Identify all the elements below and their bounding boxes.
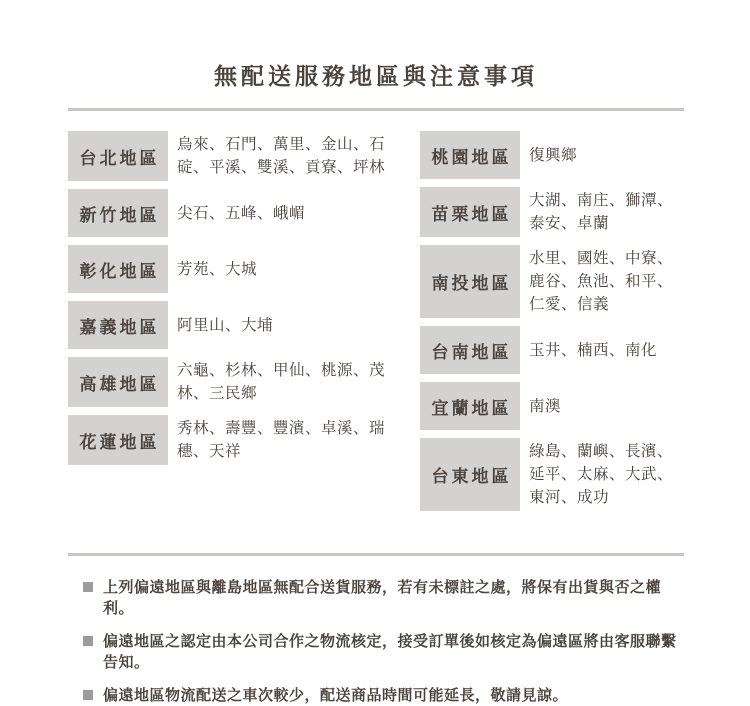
region-areas: 大湖、南庄、獅潭、泰安、卓蘭 — [529, 192, 674, 232]
region-row — [420, 382, 684, 430]
region-table — [68, 131, 684, 519]
note-text: 偏遠地區物流配送之車次較少，配送商品時間可能延長，敬請見諒。 — [103, 687, 569, 704]
region-row — [420, 187, 684, 237]
region-row — [68, 357, 408, 407]
region-label: 宜蘭地區 — [420, 382, 520, 430]
region-column-left — [68, 131, 408, 519]
notes-list — [68, 577, 684, 706]
note-text: 偏遠地區之認定由本公司合作之物流核定，接受訂單後如核定為偏遠區將由客服聯繫告知。 — [103, 633, 677, 671]
note-item — [83, 577, 684, 619]
region-areas: 尖石、五峰、峨嵋 — [177, 204, 306, 222]
region-label: 彰化地區 — [68, 245, 168, 293]
region-label: 台東地區 — [420, 438, 520, 511]
note-item — [83, 685, 684, 706]
region-areas: 玉井、楠西、南化 — [529, 341, 658, 359]
region-column-right — [420, 131, 684, 519]
region-row — [68, 245, 408, 293]
region-row — [68, 301, 408, 349]
region-row — [420, 326, 684, 374]
title-divider — [68, 108, 684, 111]
region-row — [420, 438, 684, 511]
square-bullet-icon — [83, 690, 93, 700]
region-label: 嘉義地區 — [68, 301, 168, 349]
square-bullet-icon — [83, 582, 93, 592]
region-areas: 烏來、石門、萬里、金山、石碇、平溪、雙溪、貢寮、坪林 — [177, 136, 386, 176]
region-label: 桃園地區 — [420, 131, 520, 179]
notes-divider — [68, 553, 684, 556]
page-title: 無配送服務地區與注意事項 — [214, 63, 538, 89]
region-areas: 阿里山、大埔 — [177, 316, 274, 334]
square-bullet-icon — [83, 636, 93, 646]
note-item — [83, 631, 684, 673]
region-label: 台北地區 — [68, 131, 168, 181]
region-areas: 水里、國姓、中寮、鹿谷、魚池、和平、仁愛、信義 — [529, 250, 674, 313]
region-row — [68, 131, 408, 181]
region-row — [68, 189, 408, 237]
region-label: 台南地區 — [420, 326, 520, 374]
region-areas: 復興鄉 — [529, 146, 578, 164]
region-areas: 南澳 — [529, 397, 562, 415]
region-areas: 芳苑、大城 — [177, 260, 258, 278]
region-label: 花蓮地區 — [68, 415, 168, 465]
region-areas: 秀林、壽豐、豐濱、卓溪、瑞穗、天祥 — [177, 420, 386, 460]
region-label: 高雄地區 — [68, 357, 168, 407]
region-row — [68, 415, 408, 465]
note-text: 上列偏遠地區與離島地區無配合送貨服務，若有未標註之處，將保有出貨與否之權利。 — [103, 579, 662, 617]
region-label: 南投地區 — [420, 245, 520, 318]
region-row — [420, 131, 684, 179]
region-areas: 綠島、蘭嶼、長濱、延平、太麻、大武、東河、成功 — [529, 443, 674, 506]
region-row — [420, 245, 684, 318]
region-label: 苗栗地區 — [420, 187, 520, 237]
region-label: 新竹地區 — [68, 189, 168, 237]
region-areas: 六龜、杉林、甲仙、桃源、茂林、三民鄉 — [177, 362, 386, 402]
